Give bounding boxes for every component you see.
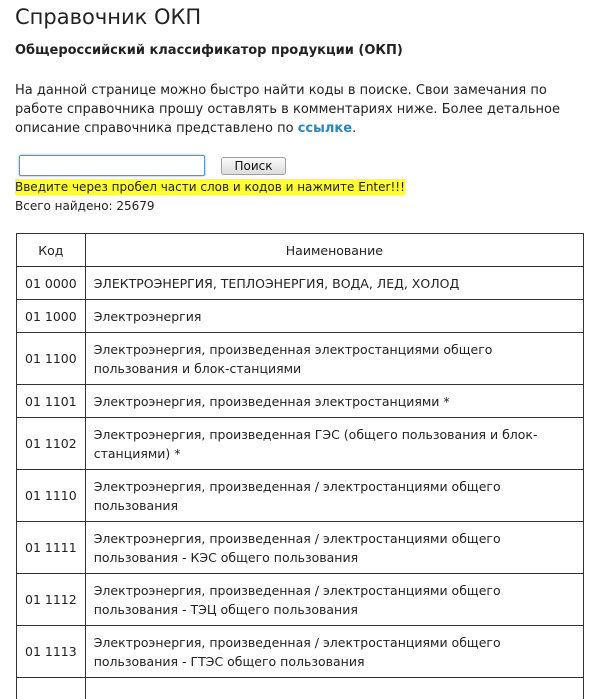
intro-end: .	[352, 121, 357, 136]
search-input[interactable]	[19, 155, 205, 176]
row-name: Электроэнергия	[85, 300, 583, 333]
row-name: Электроэнергия, произведенная / электростанциями общего пользования - ТЭЦ общего пользования	[85, 574, 583, 626]
column-header-name: Наименование	[85, 234, 583, 267]
intro-paragraph	[15, 81, 585, 138]
page-subtitle: Общероссийский классификатор продукции (ОКП)	[15, 43, 403, 58]
row-name: Электроэнергия, произведенная / электростанциями общего пользования - КЭС общего пользования	[85, 522, 583, 574]
row-code: 01 1102	[17, 418, 86, 470]
table-row	[17, 678, 584, 699]
column-header-code: Код	[17, 234, 86, 267]
row-code: 01 1101	[17, 385, 86, 418]
results-count: Всего найдено: 25679	[15, 199, 155, 213]
row-name: Электроэнергия, произведенная электростанциями общего пользования и блок-станциями	[85, 333, 583, 385]
row-code: 01 1100	[17, 333, 86, 385]
table-row	[17, 522, 584, 574]
row-name: ЭЛЕКТРОЭНЕРГИЯ, ТЕПЛОЭНЕРГИЯ, ВОДА, ЛЕД, ХОЛОД	[85, 267, 583, 300]
table-row	[17, 300, 584, 333]
table-row	[17, 574, 584, 626]
table-header-row	[17, 234, 584, 267]
table-row	[17, 333, 584, 385]
row-code: 01 1000	[17, 300, 86, 333]
row-code: 01 1113	[17, 626, 86, 678]
row-name: Электроэнергия, произведенная / электростанциями общего пользования	[85, 470, 583, 522]
row-name: Электроэнергия, произведенная ГЭС (общего пользования и блок-станциями) *	[85, 418, 583, 470]
row-code	[17, 678, 86, 699]
page-title: Справочник ОКП	[15, 5, 202, 29]
row-name: Электроэнергия, произведенная / электростанциями общего пользования - ГТЭС общего пользования	[85, 626, 583, 678]
row-code: 01 1111	[17, 522, 86, 574]
intro-text: На данной странице можно быстро найти коды в поиске. Свои замечания по работе справочника прошу оставлять в комментариях ниже. Более детальное описание справочника представлено по	[15, 83, 560, 136]
search-hint: Введите через пробел части слов и кодов и нажмите Enter!!!	[15, 180, 405, 194]
table-row	[17, 470, 584, 522]
table-row	[17, 267, 584, 300]
table-row	[17, 385, 584, 418]
row-code: 01 0000	[17, 267, 86, 300]
row-code: 01 1112	[17, 574, 86, 626]
table-row	[17, 418, 584, 470]
row-code: 01 1110	[17, 470, 86, 522]
row-name: Электроэнергия, произведенная электростанциями *	[85, 385, 583, 418]
details-link[interactable]: ссылке	[297, 121, 353, 136]
table-row	[17, 626, 584, 678]
search-button[interactable]: Поиск	[221, 157, 286, 175]
row-name	[85, 678, 583, 699]
okp-table	[16, 233, 584, 699]
